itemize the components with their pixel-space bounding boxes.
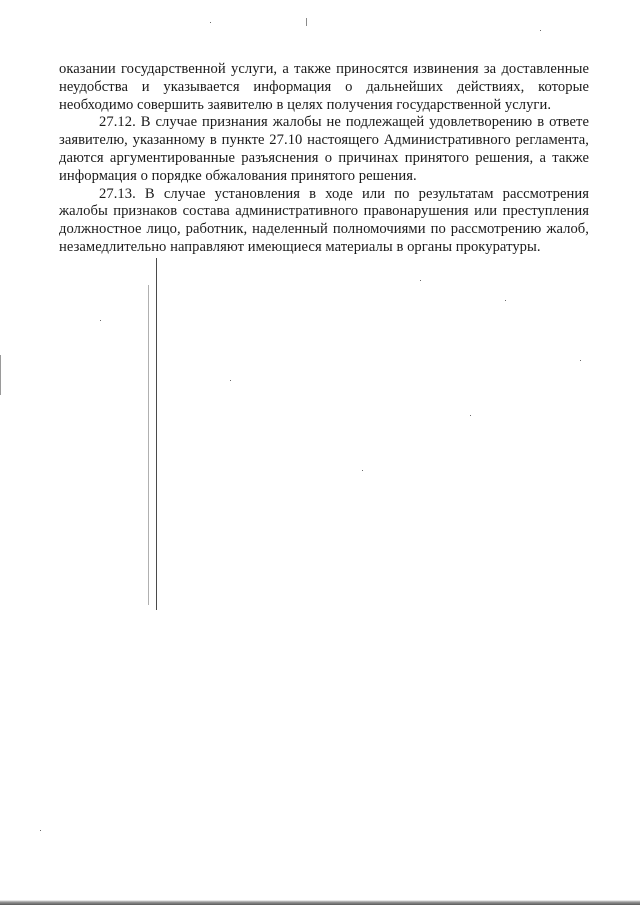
scan-artifact-top-tick [306,18,307,26]
scan-speck [230,380,231,381]
scan-speck [100,320,101,321]
paragraph-27-12: 27.12. В случае признания жалобы не подлежащей удовлетворению в ответе заявителю, указанному в пункте 27.10 настоящего Административного регламента, даются аргументированные разъяснения о причинах принятого решения, а также информация о порядке обжалования принятого решения. [59,114,589,184]
scan-speck [420,280,421,281]
scan-artifact-left-tick [0,355,1,395]
scan-speck [505,300,506,301]
scan-speck [362,470,363,471]
scan-speck [40,830,41,831]
scan-bottom-edge [0,900,640,905]
scan-speck [540,30,541,31]
scan-speck [470,415,471,416]
scan-artifact-vertical-line-faint [148,285,149,605]
paragraph-27-13: 27.13. В случае установления в ходе или по результатам рассмотрения жалобы признаков состава административного правонарушения или преступления должностное лицо, работник, наделенный полномочиями по рассмотрению жалоб, незамедлительно направляют имеющиеся материалы в органы прокуратуры. [59,185,589,255]
document-body [59,61,589,257]
scan-speck [210,22,211,23]
scan-speck [580,360,581,361]
scan-artifact-vertical-line [156,258,157,610]
paragraph-continuation: оказании государственной услуги, а также приносятся извинения за доставленные неудобства и указывается информация о дальнейших действиях, которые необходимо совершить заявителю в целях получения государственной услуги. [59,61,589,113]
